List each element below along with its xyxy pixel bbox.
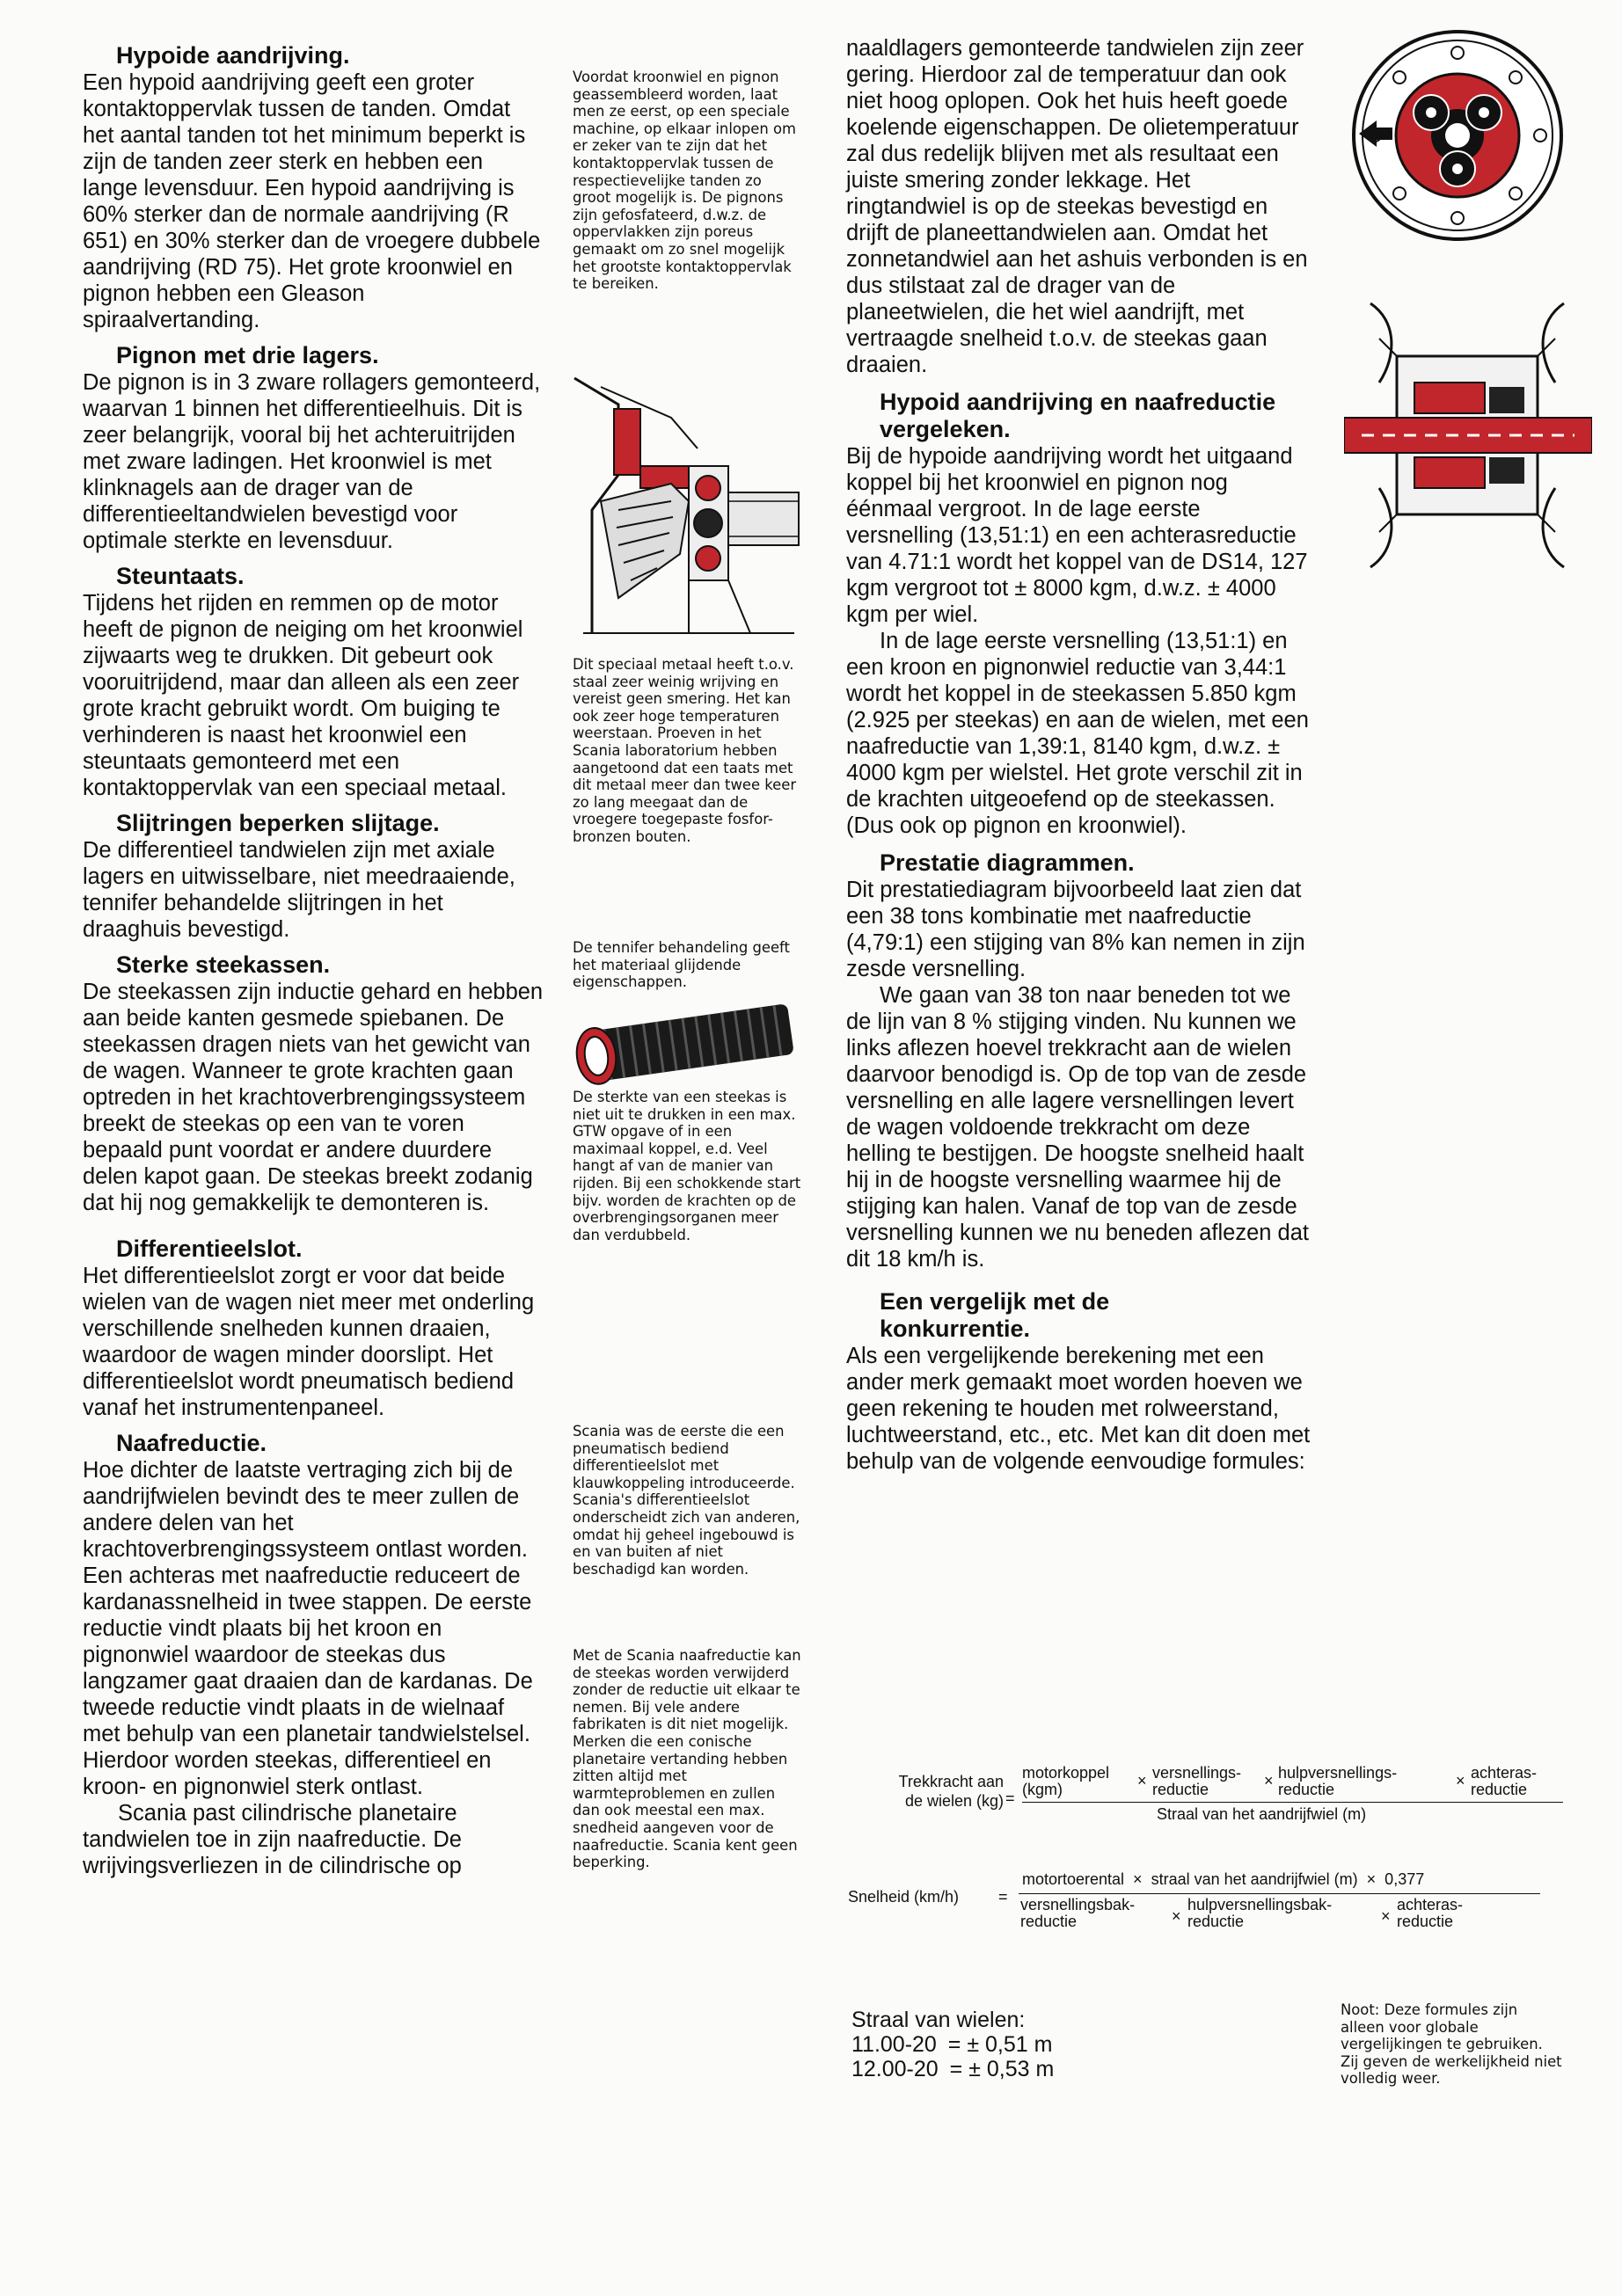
section-heading: Naafreductie. <box>116 1430 267 1456</box>
section-heading: Pignon met drie lagers. <box>116 342 379 368</box>
section-paragraph: Een hypoid aandrijving geeft een groter kontaktoppervlak tussen de tanden. Omdat het aantal tanden tot het minimum beperkt is zijn de tanden zeer sterk en hebben een lange levensduur. Een hypoid aandrijving is 60% sterker dan de normale aandrijving (R 651) en 30% sterker dan de vroegere dubbele aandrijving (RD 75). Het grote kroonwiel en pignon hebben een Gleason spiraalvertanding. <box>83 70 541 332</box>
formula-equals: = <box>998 1888 1008 1906</box>
formula-note: Noot: Deze formules zijn alleen voor globale vergelijkingen te gebruiken. Zij geven de werkelijkheid niet volledig weer. <box>1341 2001 1562 2088</box>
term-line: reductie <box>1397 1913 1454 1930</box>
caption-gear-assembly: Voordat kroonwiel en pignon geassembleerd worden, laat men ze eerst, op een speciale machine, op elkaar inlopen om er zeker van te zijn dat het kontaktoppervlak tussen de respectievelijke tanden zo groot mogelijk is. De pignons zijn gefosfateerd, d.w.z. de oppervlakken zijn poreus gemaakt om zo snel mogelijk het grootste kontaktoppervlak te bereiken. <box>573 69 796 293</box>
formula-lhs <box>872 1772 1004 1811</box>
term-line: versnellings- <box>1152 1764 1242 1782</box>
term-line: versnellingsbak- <box>1020 1896 1136 1913</box>
section-paragraph: Als een vergelijkende berekening met een ander merk gemaakt moet worden hoeven we geen rekening te houden met rolweerstand, luchtweerstand, etc., etc. Met kan dit doen met behulp van de volgende eenvoudige formules: <box>846 1344 1311 1474</box>
wear-ring-illustration <box>567 1002 800 1086</box>
denominator-term <box>1397 1897 1463 1930</box>
term-line: (kgm) <box>1022 1781 1063 1798</box>
section-paragraph: We gaan van 38 ton naar beneden tot we de lijn van 8 % stijging vinden. Nu kunnen we links aflezen hoevel trekkracht aan de wielen daarvoor benodigd is. Op de top van de zesde versnelling en alle lagere versnellingen levert de wagen voldoende trekkracht om deze helling te bestijgen. De hoogste snelheid haalt hij in de hoogste versnelling waarmee hij de stijging kan halen. Vanaf de top van de zesde versnelling kunnen we nu beneden aflezen dat dit 18 km/h is. <box>846 983 1309 1272</box>
term-line: reductie <box>1187 1913 1245 1930</box>
formula-equals: = <box>1005 1789 1015 1807</box>
section-paragraph: De steekassen zijn inductie gehard en hebben aan beide kanten gesmede spiebanen. De steekassen dragen niets van het gewicht van de wagen. Wanneer te grote krachten gaan optreden in het krachtoverbrengingssysteem breekt de steekas op een van te voren bepaald punt voordat er andere duurdere delen kapot gaan. De steekas breekt zodanig dat hij nog gemakkelijk te demonteren is. <box>83 980 544 1215</box>
term-line: motorkoppel <box>1022 1764 1110 1782</box>
wheel-radius-block <box>851 2008 1186 2081</box>
section-paragraph: Dit prestatiediagram bijvoorbeeld laat zien dat een 38 tons kombinatie met naafreductie (4,79:1) een stijging van 8% kan nemen in zijn zesde versnelling. <box>846 878 1305 981</box>
section-heading: Prestatie diagrammen. <box>880 849 1135 876</box>
fraction-line <box>1022 1802 1563 1803</box>
formula-lhs-line: Trekkracht aan <box>898 1773 1004 1790</box>
intro-paragraph: naaldlagers gemonteerde tandwielen zijn zeer gering. Hierdoor zal de temperatuur dan ook niet hoog oplopen. Ook het huis heeft goede koelende eigenschappen. De olietemperatuur zal dus redelijk blijven met als resultaat een juiste smering zonder lekkage. Het ringtandwiel is op de steekas bevestigd en drijft de planeettandwielen aan. Omdat het zonnetandwiel aan het ashuis verbonden is en dus stilstaat zal de drager van de planeetwielen, die het wiel aandrijft, met vertraagde snelheid t.o.v. de steekas gaan draaien. <box>846 36 1308 377</box>
hub-reduction-illustration <box>1344 295 1592 576</box>
right-column <box>846 35 1311 1475</box>
wheel-size: 11.00-20 <box>851 2032 937 2057</box>
section-paragraph: Bij de hypoide aandrijving wordt het uitgaand koppel bij het kroonwiel en pignon nog éénmaal vergroot. In de lage eerste versnelling (13,51:1) en een achterasreductie van 4.71:1 wordt het koppel van de DS14, 127 kgm vergroot tot ± 8000 kgm, d.w.z. ± 4000 kgm per wiel. <box>846 444 1308 627</box>
section-paragraph: Het differentieelslot zorgt er voor dat beide wielen van de wagen niet meer met onderling verschillende snelheden kunnen draaien, waardoor de wagen minder doorslipt. Het differentieelslot wordt pneumatisch bediend vanaf het instrumentenpaneel. <box>83 1264 535 1420</box>
wheel-radius-row <box>851 2057 1186 2081</box>
wheel-radius-value: = ± 0,53 m <box>949 2057 1055 2081</box>
section-heading: Slijtringen beperken slijtage. <box>116 810 440 836</box>
wheel-size: 12.00-20 <box>851 2057 939 2081</box>
fraction-line <box>1019 1893 1540 1894</box>
times-sign: × <box>1172 1907 1181 1925</box>
term-line: hulpversnellingsbak- <box>1187 1896 1333 1913</box>
section-paragraph: In de lage eerste versnelling (13,51:1) en een kroon en pignonwiel reductie van 3,44:1 wordt het koppel in de steekassen 5.850 kgm (2.925 per steekas) en aan de wielen, met een naafreductie van 1,39:1, 8140 kgm, d.w.z. ± 4000 kgm per wielstel. Het grote verschil zit in de krachten uitgeoefend op de steekassen. (Dus ook op pignon en kroonwiel). <box>846 629 1309 838</box>
caption-diff-lock: Scania was de eerste die een pneumatisch bediend differentieelslot met klauwkoppeling introduceerde. Scania's differentieelslot onderscheidt zich van anderen, omdat hij geheel ingebouwd is en van buiten af niet beschadigd kan worden. <box>573 1423 800 1578</box>
caption-axle-strength: De sterkte van een steekas is niet uit te drukken in een max. GTW opgave of in een maximaal koppel, e.d. Veel hangt af van de manier van rijden. Bij een schokkende start bijv. worden de krachten op de overbrengingsorganen meer dan verdubbeld. <box>573 1089 801 1243</box>
term-line: reductie <box>1152 1781 1209 1798</box>
formula-lhs-line: de wielen (kg) <box>904 1792 1004 1810</box>
section-heading: Hypoid aandrijving en naafreductie vergeleken. <box>880 389 1276 442</box>
section-heading: Een vergelijk met de konkurrentie. <box>880 1288 1110 1342</box>
numerator-term <box>1278 1765 1397 1798</box>
times-sign: × <box>1137 1772 1147 1789</box>
term-line: reductie <box>1278 1781 1335 1798</box>
caption-tennifer: De tennifer behandeling geeft het materiaal glijdende eigenschappen. <box>573 939 790 991</box>
caption-special-metal: Dit speciaal metaal heeft t.o.v. staal zeer weinig wrijving en vereist geen smering. Het kan ook zeer hoge temperaturen weerstaan. Proeven in het Scania laboratorium hebben aangetoond dat een taats met dit metaal meer dan twee keer zo lang meegaat dan de vroegere toegepaste fosfor-bronzen bouten. <box>573 656 797 845</box>
wheel-radius-row <box>851 2032 1186 2057</box>
speed-formula <box>844 1869 1601 1939</box>
times-sign: × <box>1381 1907 1391 1925</box>
numerator: motortoerental × straal van het aandrijfwiel (m) × 0,377 <box>1022 1870 1425 1888</box>
left-column <box>83 42 544 1879</box>
term-line: reductie <box>1020 1913 1078 1930</box>
numerator-term <box>1152 1765 1241 1798</box>
section-paragraph: De pignon is in 3 zware rollagers gemonteerd, waarvan 1 binnen het differentieelhuis. Dit is zeer belangrijk, vooral bij het achteruitrijden met zware ladingen. Het kroonwiel is met klinknagels aan de drager van de differentieeltandwielen bevestigd voor optimale sterkte en levensduur. <box>83 370 541 553</box>
numerator-term <box>1022 1765 1109 1798</box>
term-line: reductie <box>1471 1781 1528 1798</box>
caption-hub-reduction: Met de Scania naafreductie kan de steekas worden verwijderd zonder de reductie uit elkaar te nemen. Bij vele andere fabrikaten is dit niet mogelijk. Merken die een conische planetaire vertanding hebben zitten altijd met warmteproblemen en zullen dan ook meestal een max. snedheid aangeven voor de naafreductie. Scania kent geen beperking. <box>573 1647 801 1871</box>
denominator-term <box>1187 1897 1332 1930</box>
times-sign: × <box>1264 1772 1274 1789</box>
section-paragraph: Scania past cilindrische planetaire tandwielen toe in zijn naafreductie. De wrijvingsverliezen in de cilindrische op <box>83 1801 462 1878</box>
traction-formula <box>866 1763 1596 1833</box>
denominator-term <box>1020 1897 1135 1930</box>
planetary-gear-illustration <box>1350 28 1566 244</box>
section-heading: Hypoide aandrijving. <box>116 42 350 69</box>
pinion-bearing-illustration <box>566 369 803 646</box>
wheel-radius-value: = ± 0,51 m <box>947 2032 1053 2057</box>
formula-lhs: Snelheid (km/h) <box>848 1888 960 1906</box>
wheel-radius-title: Straal van wielen: <box>851 2008 1026 2032</box>
term-line: achteras- <box>1397 1896 1464 1913</box>
denominator: Straal van het aandrijfwiel (m) <box>1157 1805 1367 1823</box>
section-paragraph: Tijdens het rijden en remmen op de motor heeft de pignon de neiging om het kroonwiel zijwaarts weg te drukken. Dit gebeurt ook vooruitrijdend, maar dan alleen als een zeer grote kracht gebruikt wordt. Om buiging te verhinderen is naast het kroonwiel een steuntaats gemonteerd met een kontaktoppervlak van een speciaal metaal. <box>83 591 523 800</box>
section-heading: Differentieelslot. <box>116 1235 303 1262</box>
times-sign: × <box>1456 1772 1465 1789</box>
section-heading: Steuntaats. <box>116 563 245 589</box>
numerator-term <box>1471 1765 1537 1798</box>
section-heading: Sterke steekassen. <box>116 951 331 978</box>
section-paragraph: Hoe dichter de laatste vertraging zich bij de aandrijfwielen bevindt des te meer zullen de andere delen van het krachtoverbrengingssysteem ontlast worden. Een achteras met naafreductie reduceert de kardanassnelheid in twee stappen. De eerste reductie vindt plaats bij het kroon en pignonwiel waardoor de steekas dus langzamer gaat draaien dan de kardanas. De tweede reductie vindt plaats in de wielnaaf met behulp van een planetair tandwielstelsel. Hierdoor worden steekas, differentieel en kroon- en pignonwiel sterk ontlast. <box>83 1458 533 1799</box>
term-line: hulpversnellings- <box>1278 1764 1398 1782</box>
section-paragraph: De differentieel tandwielen zijn met axiale lagers en uitwisselbare, niet meedraaiende, tennifer behandelde slijtringen in het draaghuis bevestigd. <box>83 838 515 942</box>
term-line: achteras- <box>1471 1764 1538 1782</box>
